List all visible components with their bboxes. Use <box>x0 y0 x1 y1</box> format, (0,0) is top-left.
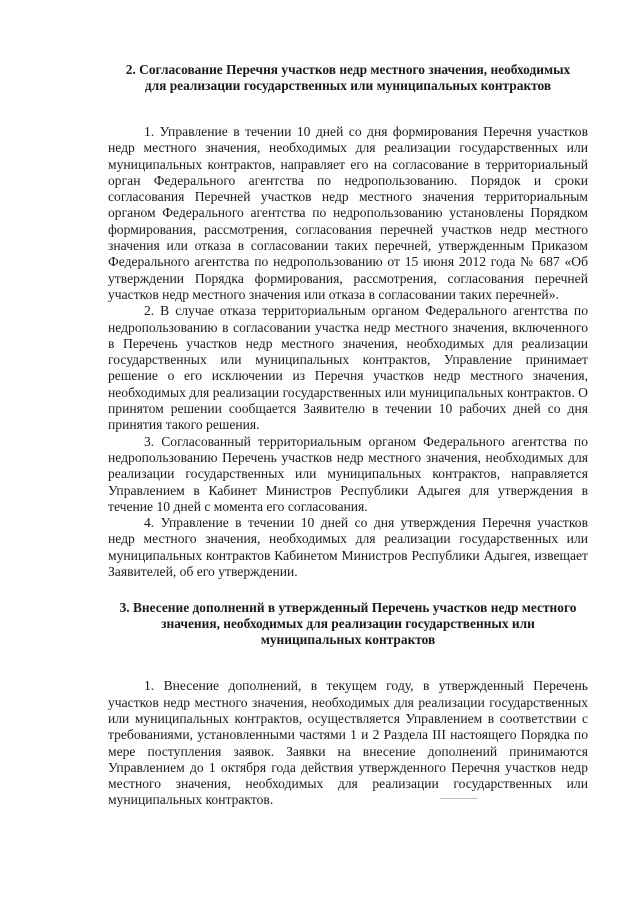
section-2-paragraph-4: 4. Управление в течении 10 дней со дня утверждения Перечня участков недр местного значения, необходимых для реализации государственных или муниципальных контрактов Кабинетом Министров Республики Адыгея, извещает Заявителей, об его утверждении. <box>108 515 588 580</box>
section-3-title: Внесение дополнений в утвержденный Перечень участков недр местного значения, необходимых для реализации государственных или муниципальных контрактов <box>133 600 577 648</box>
section-2-paragraph-2: 2. В случае отказа территориальным органом Федерального агентства по недропользованию в согласовании участка недр местного значения, включенного в Перечень участков недр местного значения, необходимых для реализации государственных или муниципальных контрактов, Управление принимает решение о его исключении из Перечня участков недр местного значения, необходимых для реализации государственных или муниципальных контрактов. О принятом решении сообщается Заявителю в течении 10 рабочих дней со дня принятия такого решения. <box>108 303 588 433</box>
section-3-paragraph-1: 1. Внесение дополнений, в текущем году, в утвержденный Перечень участков недр местного значения, необходимых для реализации государственных или муниципальных контрактов, осуществляется Управлением в соответствии с требованиями, установленными частями 1 и 2 Раздела III настоящего Порядка по мере поступления заявок. Заявки на внесение дополнений принимаются Управлением до 1 октября года действия утвержденного Перечня участков недр местного значения, необходимых для реализации государственных или муниципальных контрактов. <box>108 678 588 808</box>
section-2-number: 2. <box>125 62 136 77</box>
scan-mark <box>440 798 478 799</box>
section-3-heading <box>114 600 582 648</box>
document-content <box>108 62 588 809</box>
section-2-paragraph-3: 3. Согласованный территориальным органом Федерального агентства по недропользованию Перечень участков недр местного значения, необходимых для реализации государственных или муниципальных контрактов, направляется Управлением в Кабинет Министров Республики Адыгея для утверждения в течение 10 дней с момента его согласования. <box>108 433 588 514</box>
section-2-heading <box>114 62 582 94</box>
section-3-number: 3. <box>119 600 130 616</box>
section-2-title: Согласование Перечня участков недр местного значения, необходимых для реализации государственных или муниципальных контрактов <box>139 62 571 93</box>
section-2-paragraph-1: 1. Управление в течении 10 дней со дня формирования Перечня участков недр местного значения, необходимых для реализации государственных или муниципальных контрактов, направляет его на согласование в территориальный орган Федерального агентства по недропользованию. Порядок и сроки согласования Перечней участков недр местного значения территориальным органом Федерального агентства по недропользованию установлены Порядком формирования, рассмотрения, согласования перечней участков недр местного значения или отказа в согласовании таких перечней, утвержденным Приказом Федерального агентства по недропользованию от 15 июня 2012 года № 687 «Об утверждении Порядка формирования, рассмотрения, согласования перечней участков недр местного значения или отказа в согласовании таких перечней». <box>108 124 588 302</box>
